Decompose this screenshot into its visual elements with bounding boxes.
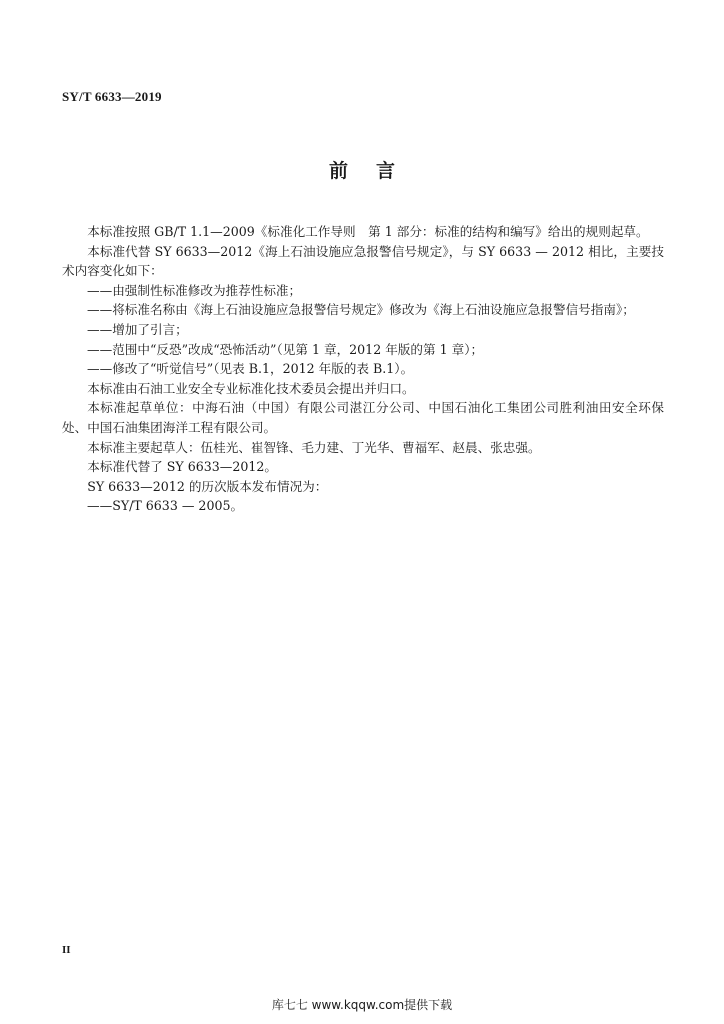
page-title: 前言 [328,160,423,182]
standard-code-header: SY/T 6633—2019 [62,89,162,104]
change-item: ——由强制性标准修改为推荐性标准； [87,282,302,298]
change-item: ——将标准名称由《海上石油设施应急报警信号规定》修改为《海上石油设施应急报警信号指南》； [87,302,635,318]
paragraph-replacement: 本标准代替 SY 6633—2012《海上石油设施应急报警信号规定》，与 SY 6633 — 2012 相比，主要技术内容变化如下： [62,243,664,279]
paragraph-proposed-by: 本标准由石油工业安全专业标准化技术委员会提出并归口。 [87,380,415,396]
change-item: ——范围中“反恐”改成“恐怖活动”（见第 1 章，2012 年版的第 1 章）； [87,341,484,357]
paragraph-drafters: 本标准主要起草人：伍桂光、崔智锋、毛力建、丁光华、曹福军、赵晨、张忠强。 [87,439,541,455]
history-item: ——SY/T 6633 — 2005。 [87,498,244,514]
paragraph-drafting-rules: 本标准按照 GB/T 1.1—2009《标准化工作导则 第 1 部分：标准的结构和编写》给出的规则起草。 [87,224,649,239]
change-item: ——增加了引言； [87,321,188,337]
change-item: ——修改了“听觉信号”（见表 B.1，2012 年版的表 B.1）。 [87,361,414,377]
footer-download-note: 库七七 www.kqqw.com提供下载 [271,998,453,1012]
page-number: II [62,944,71,956]
paragraph-history-intro: SY 6633—2012 的历次版本发布情况为： [87,478,328,494]
paragraph-drafting-units: 本标准起草单位：中海石油（中国）有限公司湛江分公司、中国石油化工集团公司胜利油田安全环保处、中国石油集团海洋工程有限公司。 [62,400,664,435]
paragraph-replaces: 本标准代替了 SY 6633—2012。 [87,459,277,475]
preface-body [62,222,664,516]
